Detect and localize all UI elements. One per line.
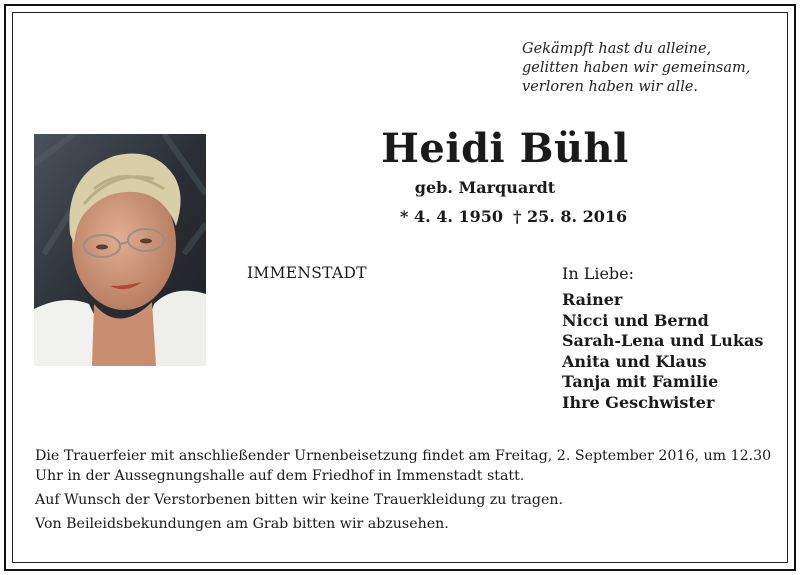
attire-request: Auf Wunsch der Verstorbenen bitten wir keine Trauerkleidung zu tragen. (35, 492, 563, 508)
mourner-name: Nicci und Bernd (562, 310, 709, 330)
mourner-name: Tanja mit Familie (562, 372, 719, 391)
funeral-details: Die Trauerfeier mit anschließender Urnenbeisetzung findet am Freitag, 2. September 2016, um 12.30 Uhr in der Aussegnungshalle auf dem Friedhof in Immenstadt statt. (35, 448, 772, 484)
mourners-list (562, 290, 763, 413)
death-date: † 25. 8. 2016 (513, 207, 628, 226)
place-name: IMMENSTADT (247, 264, 367, 282)
condolence-request: Von Beileidsbekundungen am Grab bitten wir abzusehen. (35, 516, 449, 532)
mourner-name: Ihre Geschwister (562, 392, 715, 412)
portrait-photo-icon (34, 134, 206, 366)
mourner-name: Anita und Klaus (562, 351, 707, 371)
poem (522, 40, 772, 97)
mourners-label: In Liebe: (562, 264, 635, 283)
funeral-information (35, 446, 775, 538)
mourner-name: Sarah-Lena und Lukas (562, 331, 764, 350)
mourner-name: Rainer (562, 290, 623, 309)
maiden-name: geb. Marquardt (414, 178, 556, 197)
portrait-photo (34, 134, 206, 366)
poem-line: Gekämpft hast du alleine, (522, 41, 712, 57)
birth-date: * 4. 4. 1950 (400, 207, 504, 226)
deceased-name: Heidi Bühl (381, 125, 629, 172)
poem-line: gelitten haben wir gemeinsam, (522, 60, 751, 76)
poem-line: verloren haben wir alle. (522, 79, 699, 95)
